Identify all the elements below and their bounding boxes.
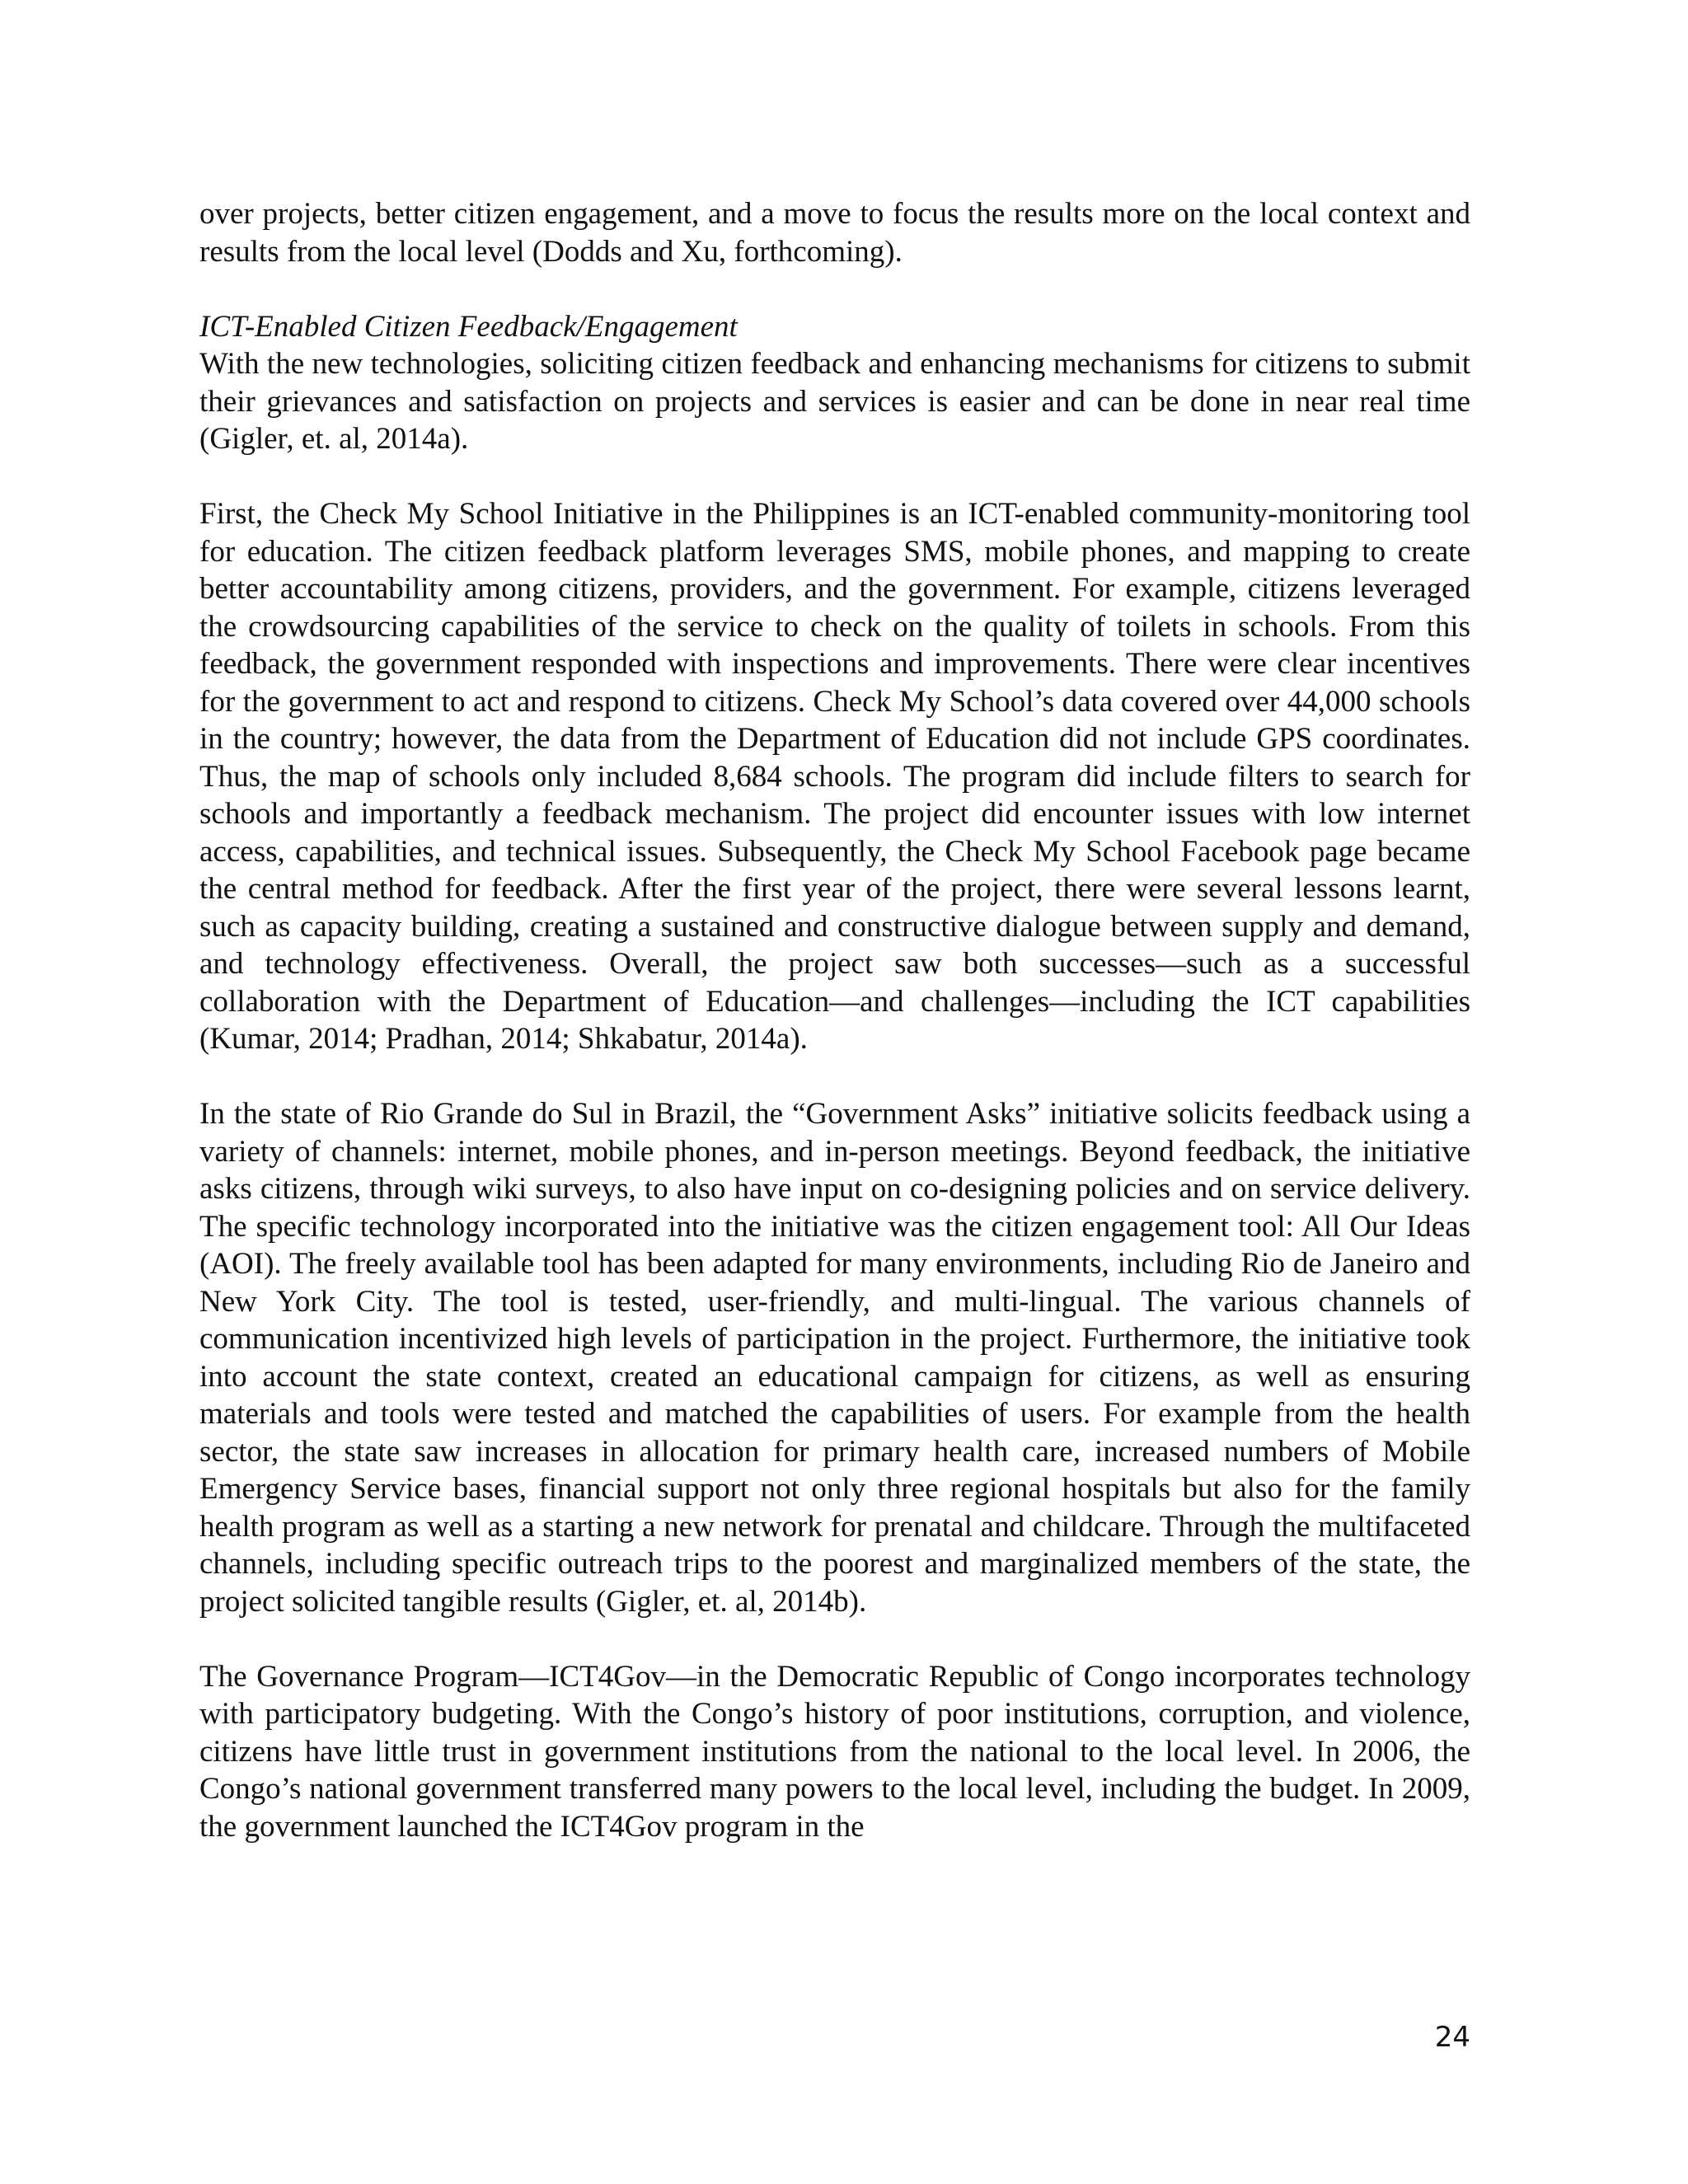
paragraph-check-my-school: First, the Check My School Initiative in the Philippines is an ICT-enabled community-monitoring tool for education. The citizen feedback platform leverages SMS, mobile phones, and mapping to create better accountability among citizens, providers, and the government. For example, citizens leveraged the crowdsourcing capabilities of the service to check on the quality of toilets in schools. From this feedback, the government responded with inspections and improvements. There were clear incentives for the government to act and respond to citizens. Check My School’s data covered over 44,000 schools in the country; however, the data from the Department of Education did not include GPS coordinates. Thus, the map of schools only included 8,684 schools. The program did include filters to search for schools and importantly a feedback mechanism. The project did encounter issues with low internet access, capabilities, and technical issues. Subsequently, the Check My School Facebook page became the central method for feedback. After the first year of the project, there were several lessons learnt, such as capacity building, creating a sustained and constructive dialogue between supply and demand, and technology effectiveness. Overall, the project saw both successes—such as a successful collaboration with the Department of Education—and challenges—including the ICT capabilities (Kumar, 2014; Pradhan, 2014; Shkabatur, 2014a). — [199, 497, 1470, 1056]
section-heading: ICT-Enabled Citizen Feedback/Engagement — [199, 309, 738, 344]
paragraph-ict4gov-congo: The Governance Program—ICT4Gov—in the Democratic Republic of Congo incorporates technology with participatory budgeting. With the Congo’s history of poor institutions, corruption, and violence, citizens have little trust in government institutions from the national to the local level. In 2006, the Congo’s national government transferred many powers to the local level, including the budget. In 2009, the government launched the ICT4Gov program in the — [199, 1659, 1470, 1844]
paragraph-section-intro: With the new technologies, soliciting citizen feedback and enhancing mechanisms for citizens to submit their grievances and satisfaction on projects and services is easier and can be done in near real time (Gigler, et. al, 2014a). — [199, 347, 1470, 456]
paragraph-rio-grande-do-sul: In the state of Rio Grande do Sul in Brazil, the “Government Asks” initiative solicits feedback using a variety of channels: internet, mobile phones, and in-person meetings. Beyond feedback, the initiative asks citizens, through wiki surveys, to also have input on co-designing policies and on service delivery. The specific technology incorporated into the initiative was the citizen engagement tool: All Our Ideas (AOI). The freely available tool has been adapted for many environments, including Rio de Janeiro and New York City. The tool is tested, user-friendly, and multi-lingual. The various channels of communication incentivized high levels of participation in the project. Furthermore, the initiative took into account the state context, created an educational campaign for citizens, as well as ensuring materials and tools were tested and matched the capabilities of users. For example from the health sector, the state saw increases in allocation for primary health care, increased numbers of Mobile Emergency Service bases, financial support not only three regional hospitals but also for the family health program as well as a starting a new network for prenatal and childcare. Through the multifaceted channels, including specific outreach trips to the poorest and marginalized members of the state, the project solicited tangible results (Gigler, et. al, 2014b). — [199, 1097, 1470, 1619]
document-body — [199, 195, 1470, 1883]
page-number: 24 — [1434, 2021, 1470, 2054]
paragraph-continuation: over projects, better citizen engagement, and a move to focus the results more on the local context and results from the local level (Dodds and Xu, forthcoming). — [199, 197, 1470, 269]
